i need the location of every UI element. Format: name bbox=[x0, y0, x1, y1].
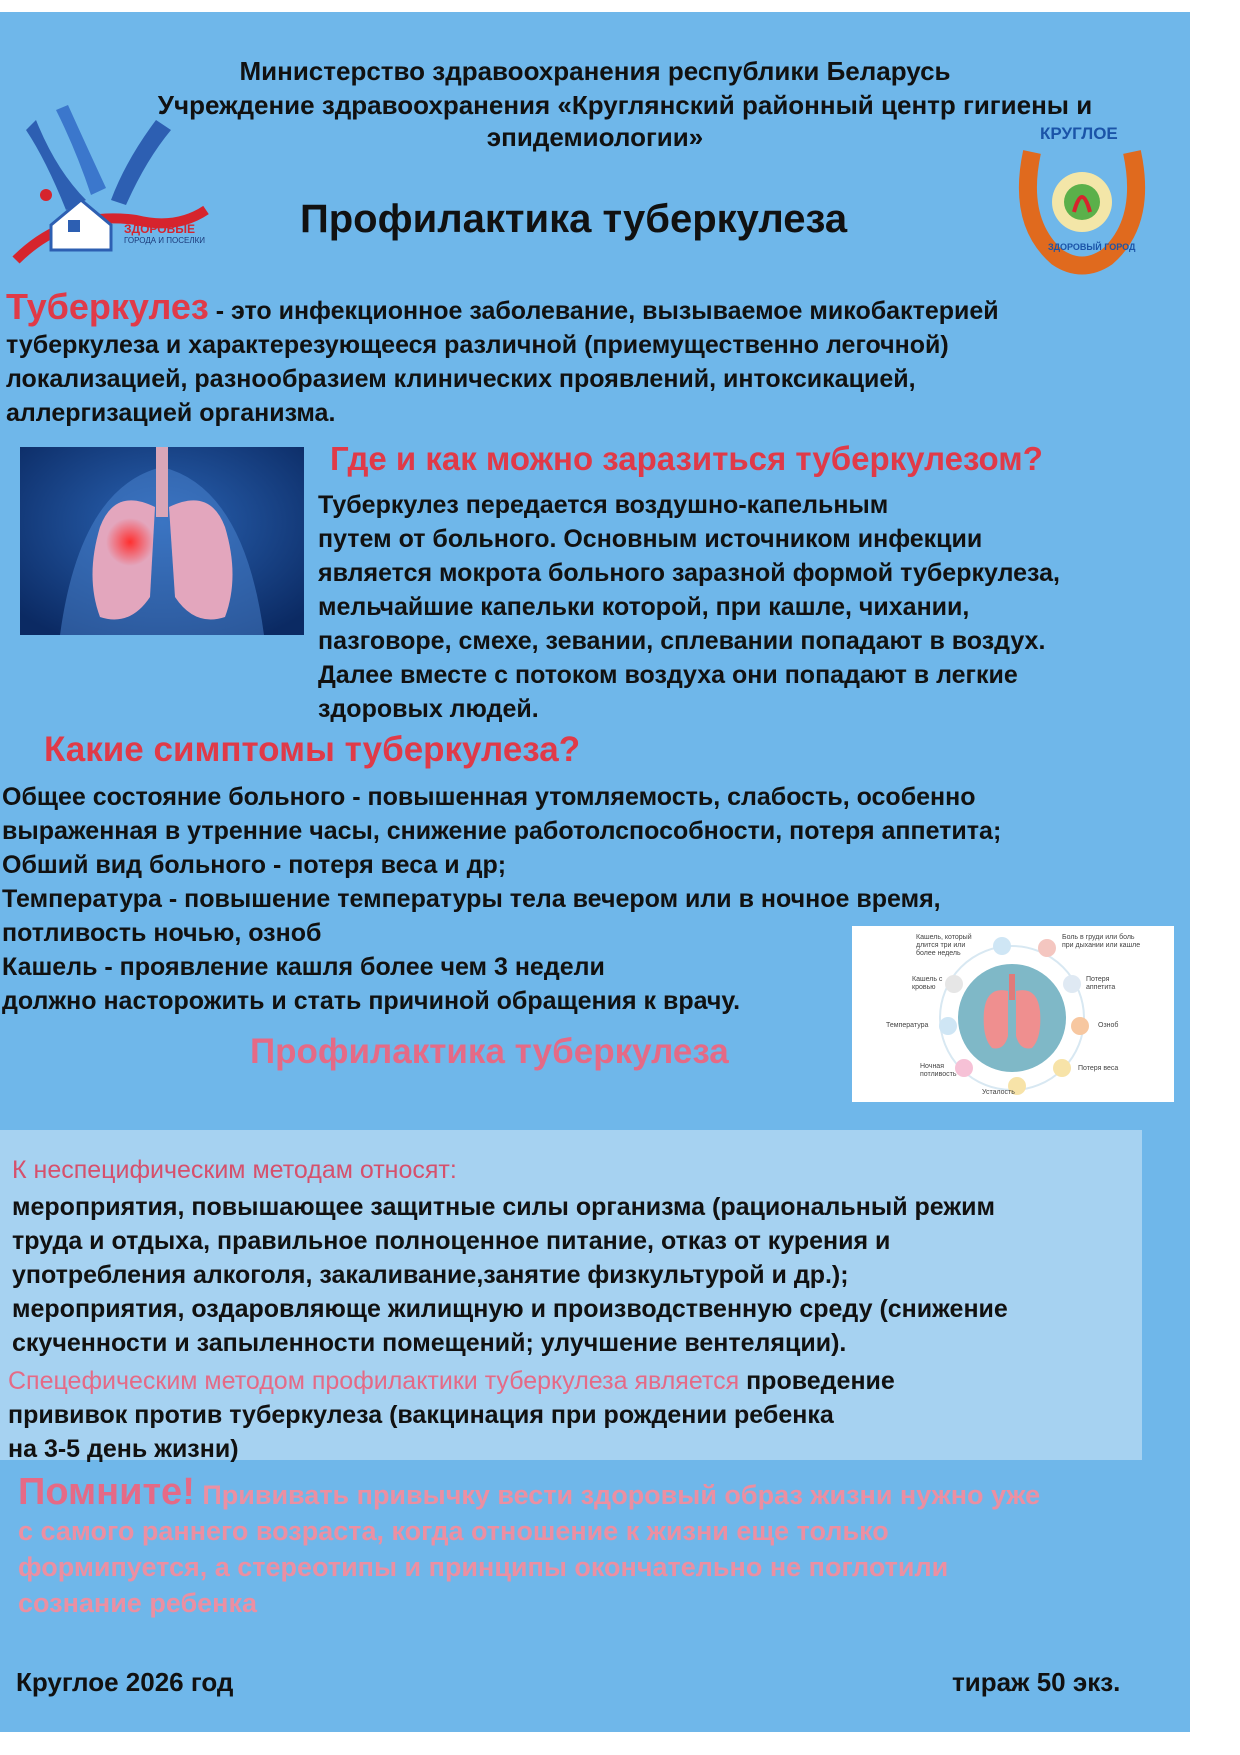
remember-line: с самого раннего возраста, когда отношение к жизни еще только bbox=[18, 1516, 889, 1546]
logo-right-arc-text: ЗДОРОВЫЙ ГОРОД bbox=[1048, 242, 1136, 252]
infographic-label: Кашель, который длится три или более недель bbox=[916, 934, 972, 957]
symptom-line: выраженная в утренние часы, снижение работолспособности, потеря аппетита; bbox=[2, 817, 1002, 845]
infection-line: здоровых людей. bbox=[318, 695, 539, 723]
infection-paragraph bbox=[318, 488, 1178, 726]
remember-note bbox=[18, 1471, 1138, 1621]
intro-line: аллергизацией организма. bbox=[6, 399, 336, 427]
symptom-line: Кашель - проявление кашля более чем 3 недели bbox=[2, 953, 605, 981]
nonspecific-list bbox=[12, 1190, 1132, 1360]
symptom-line: Общее состояние больного - повышенная утомляемость, слабость, особенно bbox=[2, 783, 976, 811]
nonspecific-line: труда и отдыха, правильное полноценное питание, отказ от курения и bbox=[12, 1227, 891, 1255]
logo-subcaption: ГОРОДА И ПОСЕЛКИ bbox=[124, 236, 206, 245]
logo-caption: ЗДОРОВЫЕ bbox=[124, 222, 195, 236]
infection-line: является мокрота больного заразной формой туберкулеза, bbox=[318, 559, 1060, 587]
symptoms-heading: Какие симптомы туберкулеза? bbox=[44, 730, 581, 769]
symptom-line: Обший вид больного - потеря веса и др; bbox=[2, 851, 507, 879]
institution-line-2: эпидемиологии» bbox=[486, 122, 704, 152]
remember-line: Прививать привычку вести здоровый образ жизни нужно уже bbox=[194, 1480, 1041, 1510]
specific-line: прививок против туберкулеза (вакцинация при рождении ребенка bbox=[8, 1401, 834, 1429]
infection-line: пазговоре, смехе, зевании, сплевании попадают в воздух. bbox=[318, 627, 1046, 655]
healthy-cities-logo bbox=[6, 100, 216, 278]
infographic-label: Озноб bbox=[1098, 1022, 1119, 1029]
leaflet-page bbox=[0, 12, 1190, 1732]
symptom-line: должно насторожить и стать причиной обращения к врачу. bbox=[2, 987, 741, 1015]
prevention-box bbox=[0, 1130, 1142, 1463]
nonspecific-line: мероприятия, оздаровляюще жилищную и производственную среду (снижение bbox=[12, 1295, 1008, 1323]
remember-line: сознание ребенка bbox=[18, 1588, 258, 1618]
intro-term: Туберкулез bbox=[6, 286, 209, 327]
infographic-label: Потеря аппетита bbox=[1086, 976, 1116, 991]
footer-circulation: тираж 50 экз. bbox=[952, 1667, 1121, 1697]
symptom-line: потливость ночью, озноб bbox=[2, 919, 322, 947]
infographic-label: Температура bbox=[886, 1022, 929, 1029]
infographic-label: Потеря веса bbox=[1078, 1065, 1119, 1072]
infection-line: Далее вместе с потоком воздуха они попадают в легкие bbox=[318, 661, 1018, 689]
infographic-label: Боль в груди или боль при дыхании или кашле bbox=[1062, 934, 1141, 949]
intro-paragraph bbox=[6, 286, 1176, 430]
infection-line: Туберкулез передается воздушно-капельным bbox=[318, 491, 889, 519]
infection-heading: Где и как можно заразиться туберкулезом? bbox=[330, 440, 1043, 477]
symptom-line: Температура - повышение температуры тела вечером или в ночное время, bbox=[2, 885, 941, 913]
institution-line: Учреждение здравоохранения «Круглянский районный центр гигиены и bbox=[157, 90, 1093, 120]
intro-line: локализацией, разнообразием клинических проявлений, интоксикацией, bbox=[6, 365, 916, 393]
logo-right-caption: КРУГЛОЕ bbox=[1040, 124, 1118, 143]
ministry-line: Министерство здравоохранения республики Беларусь bbox=[239, 56, 951, 86]
intro-line: - это инфекционное заболевание, вызываемое микобактерией bbox=[208, 297, 999, 325]
specific-rest: проведение bbox=[739, 1367, 895, 1395]
specific-paragraph bbox=[8, 1364, 1138, 1466]
infographic-label: Ночная потливость bbox=[920, 1063, 957, 1078]
intro-line: туберкулеза и характерезующееся различной (приемущественно легочной) bbox=[6, 331, 949, 359]
infection-line: путем от больного. Основным источником инфекции bbox=[318, 525, 983, 553]
infographic-label: Кашель с кровью bbox=[912, 976, 943, 991]
specific-lead: Спецефическим методом профилактики туберкулеза является bbox=[8, 1367, 740, 1395]
page-title: Профилактика туберкулеза bbox=[300, 197, 848, 241]
footer-place-year: Круглое 2026 год bbox=[16, 1667, 234, 1697]
prevention-heading: Профилактика туберкулеза bbox=[250, 1032, 729, 1071]
nonspecific-line: мероприятия, повышающее защитные силы организма (рациональный режим bbox=[12, 1193, 995, 1221]
remember-word: Помните! bbox=[18, 1471, 195, 1513]
specific-line: на 3-5 день жизни) bbox=[8, 1435, 239, 1463]
infection-line: мельчайшие капельки которой, при кашле, чихании, bbox=[318, 593, 970, 621]
lungs-illustration bbox=[20, 447, 304, 635]
nonspecific-heading: К неспецифическим методам относят: bbox=[12, 1156, 457, 1184]
remember-line: формипуется, а стереотипы и принципы окончательно не поглотили bbox=[18, 1552, 949, 1582]
nonspecific-line: употребления алкоголя, закаливание,занятие физкультурой и др.); bbox=[12, 1261, 849, 1289]
nonspecific-line: скученности и запыленности помещений; улучшение вентеляции). bbox=[12, 1329, 847, 1357]
infographic-label: Усталость bbox=[982, 1089, 1015, 1096]
symptoms-infographic bbox=[852, 926, 1174, 1102]
krugloe-logo bbox=[1012, 120, 1152, 280]
